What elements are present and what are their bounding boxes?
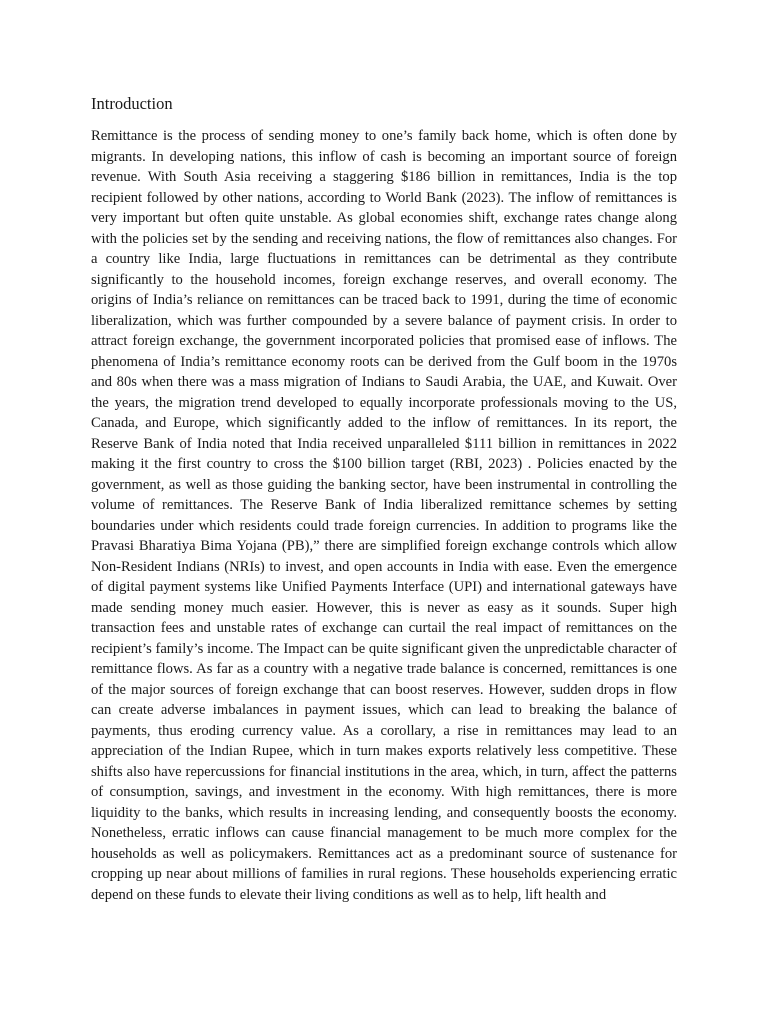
section-heading: Introduction [91,94,173,113]
body-paragraph: Remittance is the process of sending money to one’s family back home, which is often done by migrants. In developing nations, this inflow of cash is becoming an important source of foreign revenue. With South Asia receiving a staggering $186 billion in remittances, India is the top recipient followed by other nations, according to World Bank (2023). The inflow of remittances is very important but often quite unstable. As global economies shift, exchange rates change along with the policies set by the sending and receiving nations, the flow of remittances also changes. For a country like India, large fluctuations in remittances can be detrimental as they contribute significantly to the household incomes, foreign exchange reserves, and overall economy. The origins of India’s reliance on remittances can be traced back to 1991, during the time of economic liberalization, which was further compounded by a severe balance of payment crisis. In order to attract foreign exchange, the government incorporated policies that promised ease of inflows. The phenomena of India’s remittance economy roots can be derived from the Gulf boom in the 1970s and 80s when there was a mass migration of Indians to Saudi Arabia, the UAE, and Kuwait. Over the years, the migration trend developed to equally incorporate professionals moving to the US, Canada, and Europe, which significantly added to the inflow of remittances. In its report, the Reserve Bank of India noted that India received unparalleled $111 billion in remittances in 2022 making it the first country to cross the $100 billion target (RBI, 2023) . Policies enacted by the government, as well as those guiding the banking sector, have been instrumental in controlling the volume of remittances. The Reserve Bank of India liberalized remittance schemes by setting boundaries under which residents could trade foreign currencies. In addition to programs like the Pravasi Bharatiya Bima Yojana (PB),” there are simplified foreign exchange controls which allow Non-Resident Indians (NRIs) to invest, and open accounts in India with ease. Even the emergence of digital payment systems like Unified Payments Interface (UPI) and international gateways have made sending money much easier. However, this is never as easy as it sounds. Super high transaction fees and unstable rates of exchange can curtail the real impact of remittances on the recipient’s family’s income. The Impact can be quite significant given the unpredictable character of remittance flows. As far as a country with a negative trade balance is concerned, remittances is one of the major sources of foreign exchange that can boost reserves. However, sudden drops in flow can create adverse imbalances in payment issues, which can lead to breaking the balance of payments, thus eroding currency value. As a corollary, a rise in remittances may lead to an appreciation of the Indian Rupee, which in turn makes exports relatively less competitive. These shifts also have repercussions for financial institutions in the area, which, in turn, affect the patterns of consumption, savings, and investment in the economy. With high remittances, there is more liquidity to the banks, which results in increasing lending, and consequently boosts the economy. Nonetheless, erratic inflows can cause financial management to be much more complex for the households as well as policymakers. Remittances act as a predominant source of sustenance for cropping up near about millions of families in rural regions. These households experiencing erratic depend on these funds to elevate their living conditions as well as to help, lift health and [91,128,677,903]
